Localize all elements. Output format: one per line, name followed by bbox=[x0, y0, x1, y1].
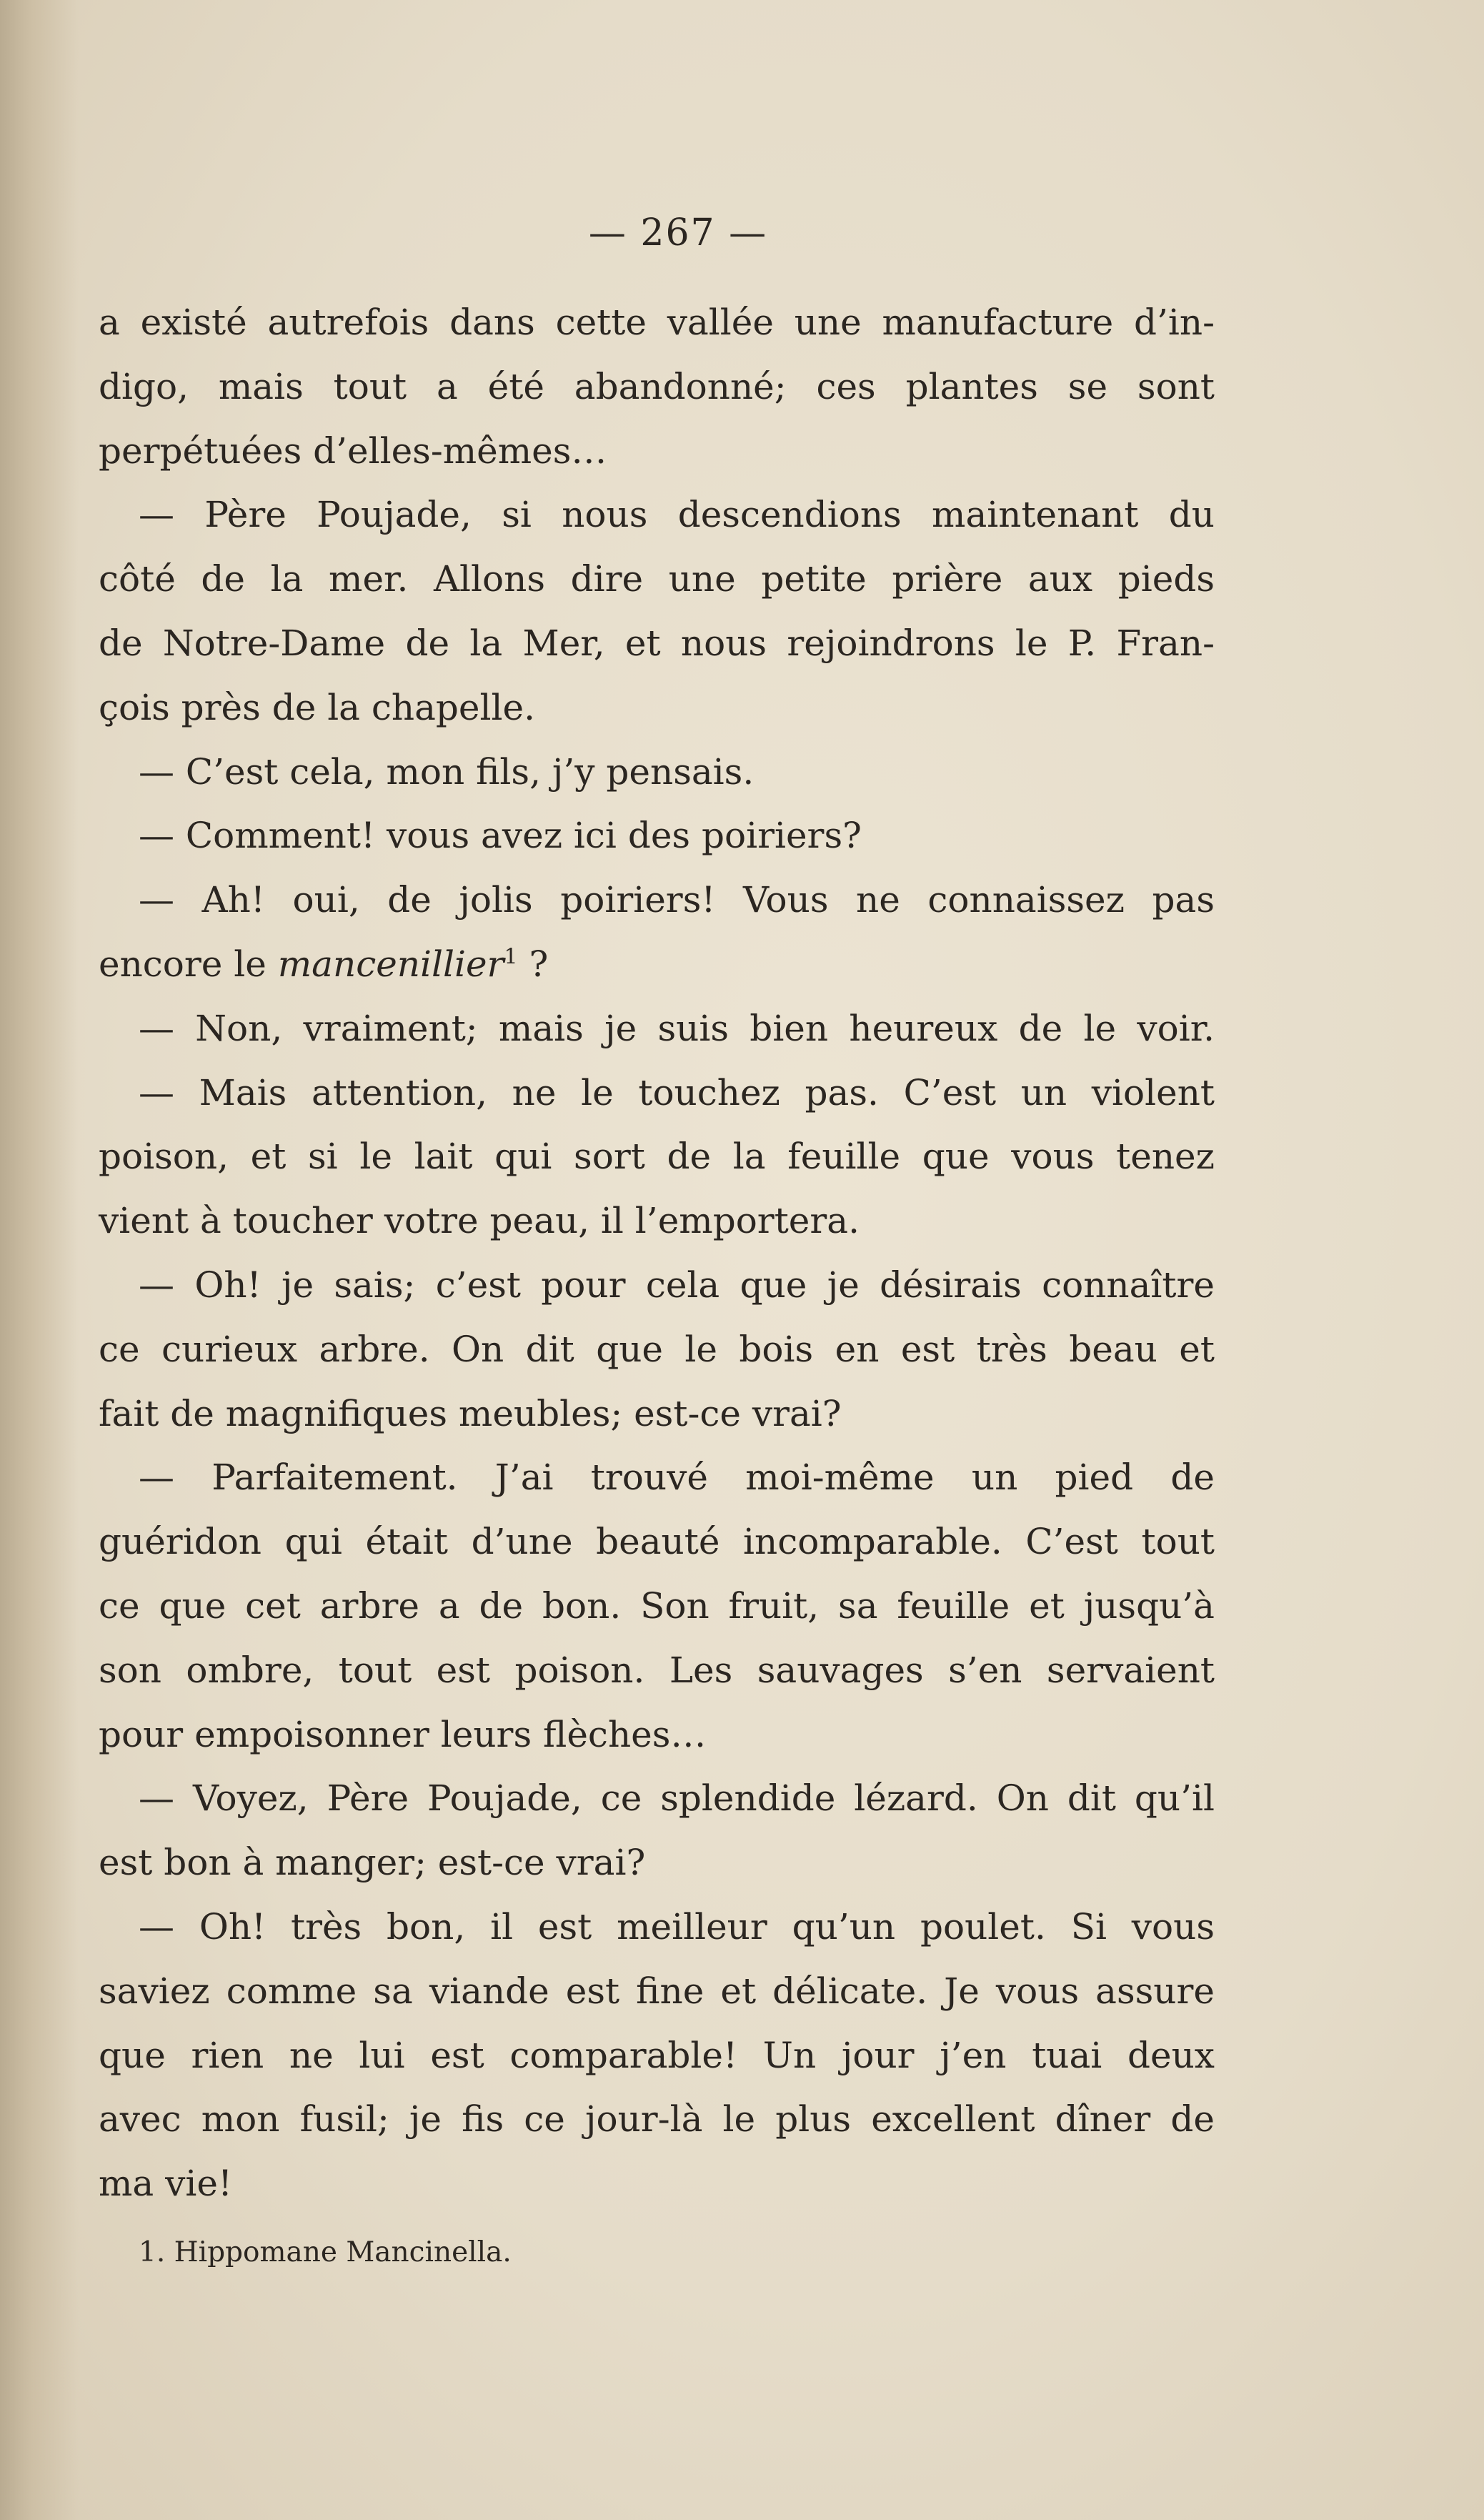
text-line: a existé autrefois dans cette vallée une manufacture d’in- bbox=[99, 302, 1215, 343]
text-line: que rien ne lui est comparable! Un jour j’en tuai deux bbox=[99, 2034, 1215, 2076]
page-number: — 267 — bbox=[588, 212, 768, 254]
text-line: — Voyez, Père Poujade, ce splendide lézard. On dit qu’il bbox=[139, 1777, 1215, 1820]
text-line: avec mon fusil; je fis ce jour-là le plus excellent dîner de bbox=[99, 2098, 1215, 2140]
text-line: — Ah! oui, de jolis poiriers! Vous ne connaissez pas bbox=[139, 879, 1215, 921]
text-line: pour empoisonner leurs flèches… bbox=[99, 1713, 707, 1755]
text-line: — Non, vraiment; mais je suis bien heureux de le voir. bbox=[139, 1007, 1215, 1049]
footnote: 1. Hippomane Mancinella. bbox=[139, 2236, 512, 2268]
text-line: fait de magnifiques meubles; est-ce vrai? bbox=[99, 1392, 842, 1434]
text-line: ce que cet arbre a de bon. Son fruit, sa feuille et jusqu’à bbox=[99, 1584, 1215, 1627]
text-line: çois près de la chapelle. bbox=[99, 686, 535, 728]
text-line: est bon à manger; est-ce vrai? bbox=[99, 1842, 646, 1884]
binding-shadow bbox=[0, 0, 79, 2520]
text-line: côté de la mer. Allons dire une petite prière aux pieds bbox=[99, 558, 1215, 600]
text-line: — Comment! vous avez ici des poiriers? bbox=[139, 815, 862, 857]
mancenillier-term: mancenillier bbox=[277, 943, 504, 985]
text-line: ce curieux arbre. On dit que le bois en est très beau et bbox=[99, 1328, 1215, 1370]
text-line: — Oh! très bon, il est meilleur qu’un poulet. Si vous bbox=[139, 1905, 1215, 1948]
text-line: vient à toucher votre peau, il l’emportera. bbox=[99, 1200, 860, 1242]
text-line: saviez comme sa viande est fine et délicate. Je vous assure bbox=[99, 1970, 1215, 2012]
encore-prefix: encore le bbox=[99, 943, 278, 985]
text-line-encore bbox=[99, 933, 1215, 997]
text-line: guéridon qui était d’une beauté incomparable. C’est tout bbox=[99, 1521, 1215, 1563]
text-line: poison, et si le lait qui sort de la feuille que vous tenez bbox=[99, 1136, 1215, 1178]
text-line: perpétuées d’elles-mêmes… bbox=[99, 430, 607, 472]
text-line: — C’est cela, mon fils, j’y pensais. bbox=[139, 750, 755, 793]
text-block bbox=[99, 214, 1215, 2271]
encore-suffix: ? bbox=[517, 943, 549, 985]
text-line: — Père Poujade, si nous descendions maintenant du bbox=[139, 494, 1215, 536]
text-line: de Notre-Dame de la Mer, et nous rejoindrons le P. Fran- bbox=[99, 622, 1215, 664]
text-line: ma vie! bbox=[99, 2163, 233, 2205]
text-line: — Mais attention, ne le touchez pas. C’est un violent bbox=[139, 1071, 1215, 1113]
text-line: — Parfaitement. J’ai trouvé moi-même un pied de bbox=[139, 1457, 1215, 1499]
text-line: digo, mais tout a été abandonné; ces plantes se sont bbox=[99, 365, 1215, 407]
text-line: — Oh! je sais; c’est pour cela que je désirais connaître bbox=[139, 1264, 1215, 1306]
text-line: son ombre, tout est poison. Les sauvages s’en servaient bbox=[99, 1649, 1215, 1691]
footnote-marker: 1 bbox=[504, 944, 518, 970]
